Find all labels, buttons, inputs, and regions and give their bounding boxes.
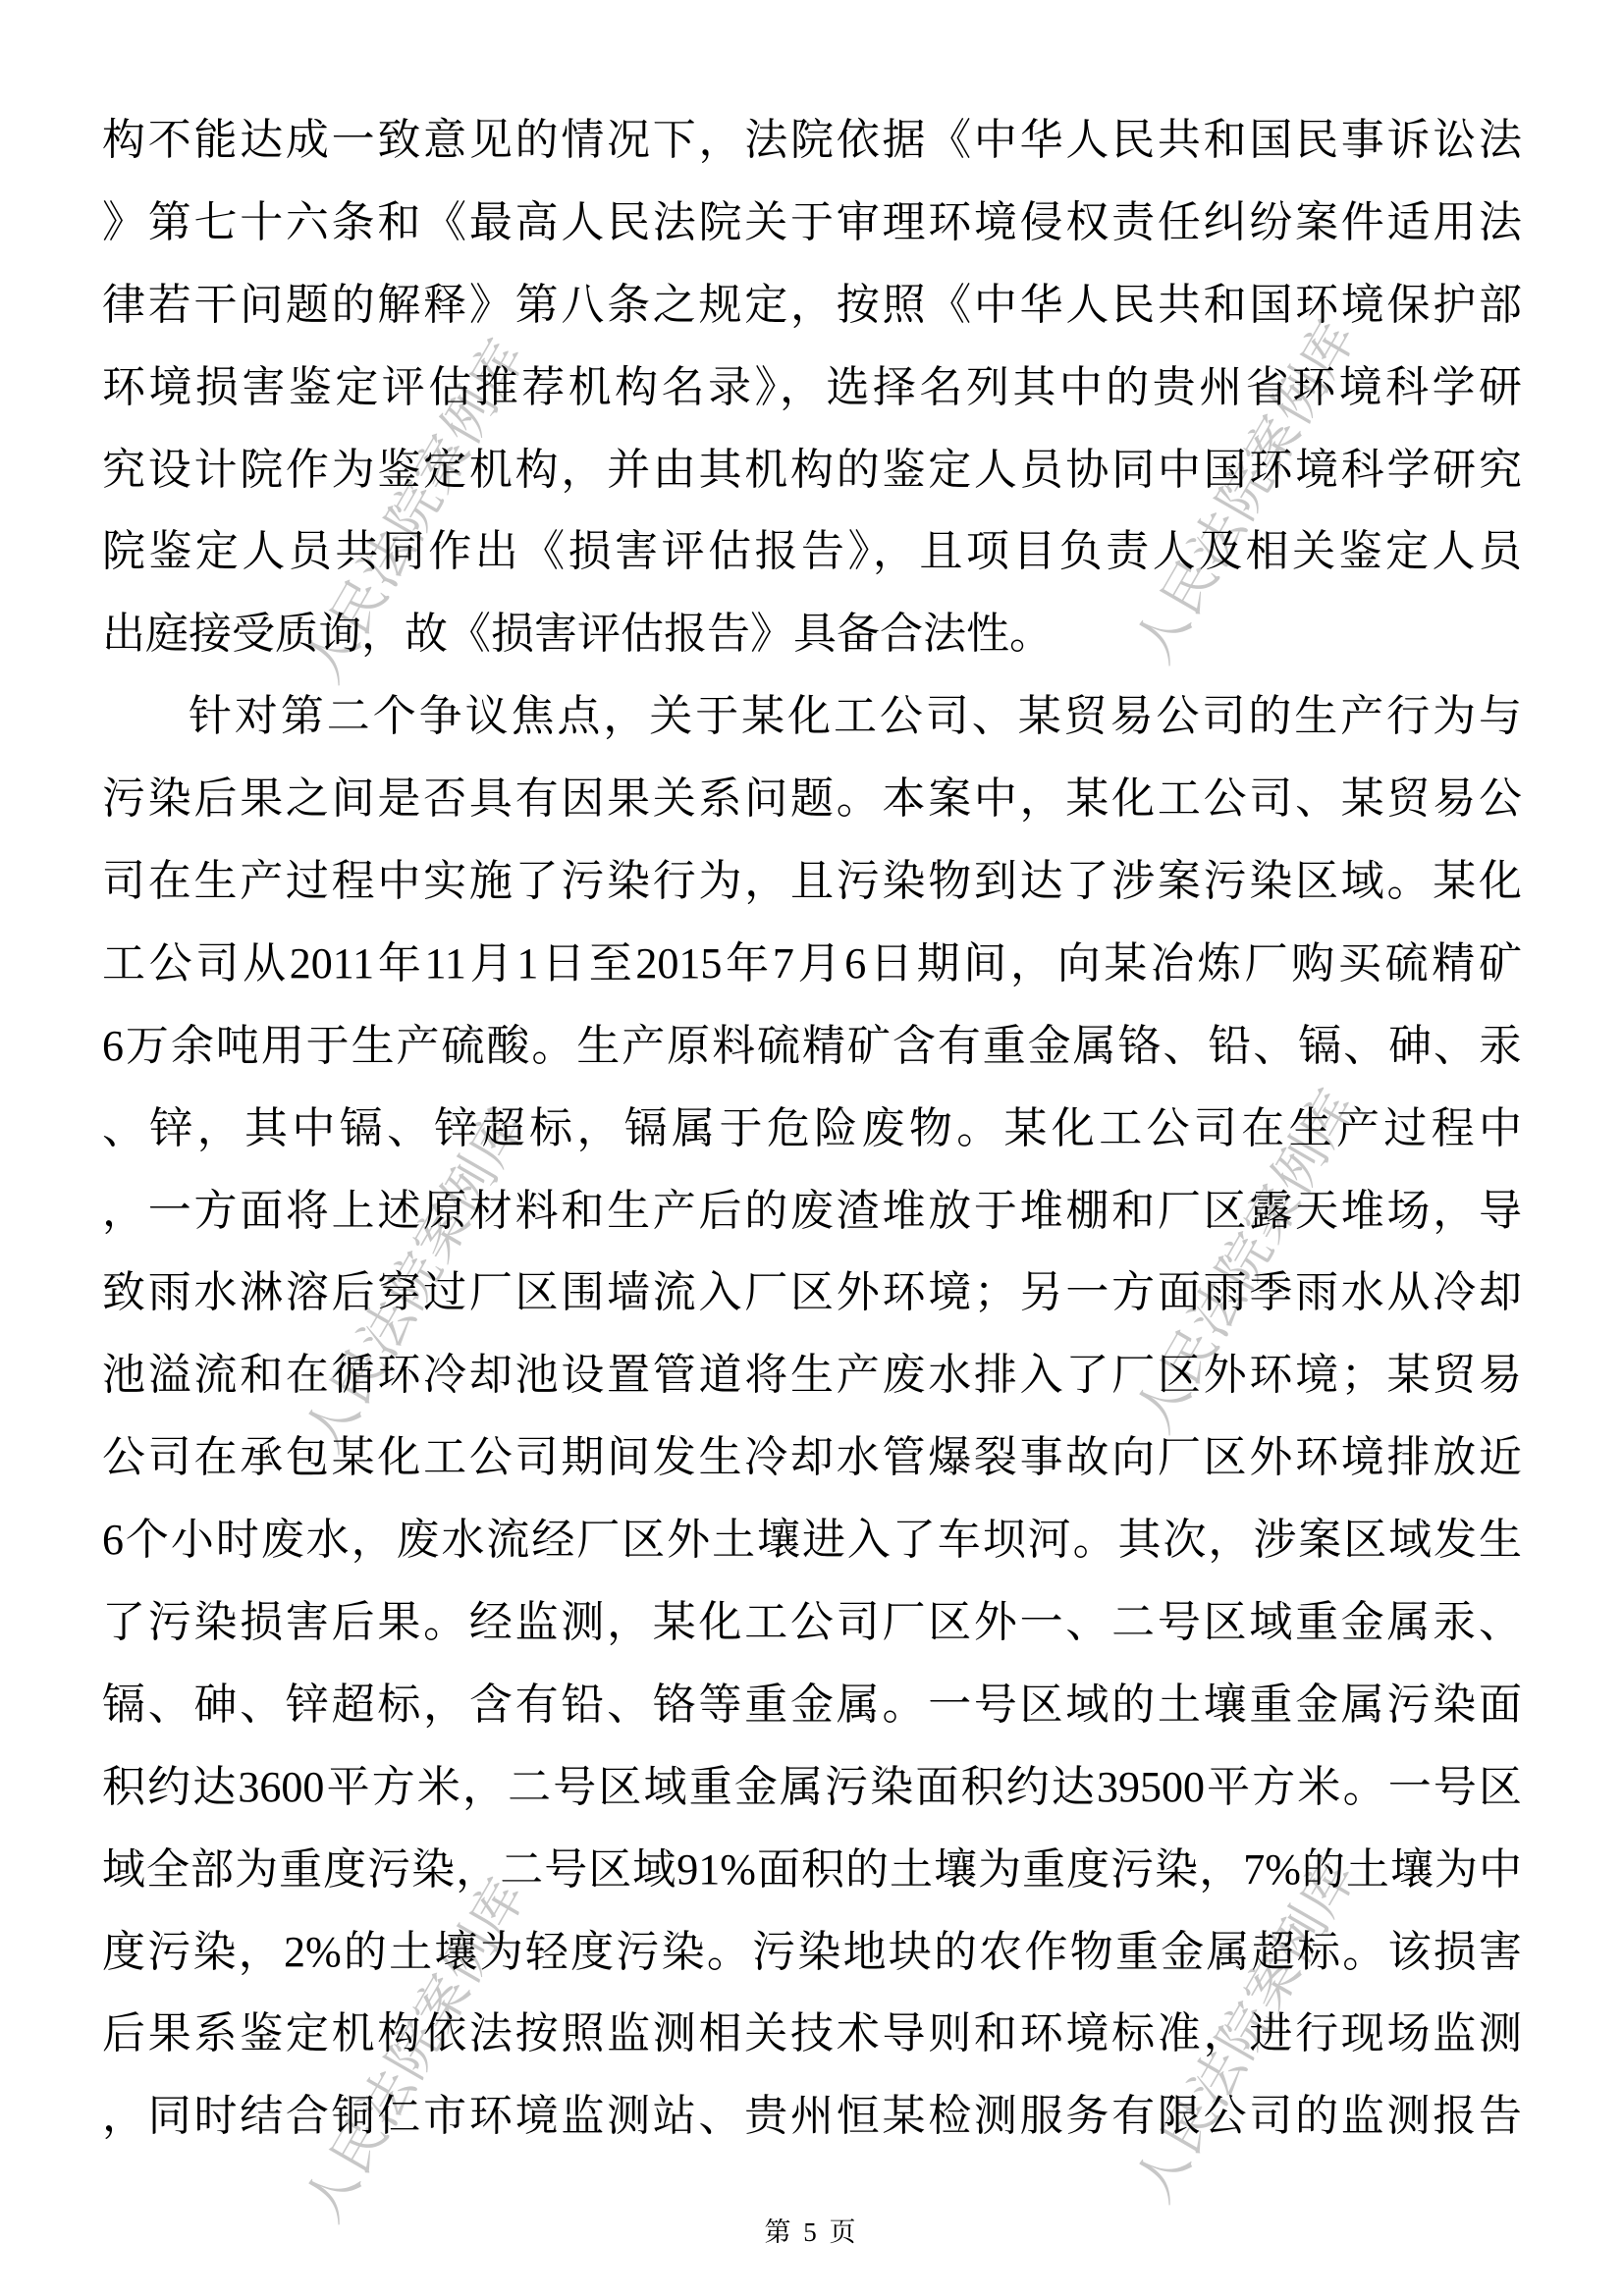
text-line: 律若干问题的解释》第八条之规定，按照《中华人民共和国环境保护部 xyxy=(102,280,1522,329)
text-line: 究设计院作为鉴定机构，并由其机构的鉴定人员协同中国环境科学研究 xyxy=(102,445,1522,494)
text-line: 污染后果之间是否具有因果关系问题。本案中，某化工公司、某贸易公 xyxy=(102,774,1522,824)
text-line: 构不能达成一致意见的情况下，法院依据《中华人民共和国民事诉讼法 xyxy=(102,116,1522,164)
watermark-text: 人民法院案例库 xyxy=(294,1868,537,2231)
text-line: 出庭接受质询，故《损害评估报告》具备合法性。 xyxy=(102,610,1053,659)
text-line: 、锌，其中镉、锌超标，镉属于危险废物。某化工公司在生产过程中 xyxy=(102,1103,1522,1152)
text-line: 池溢流和在循环冷却池设置管道将生产废水排入了厂区外环境；某贸易 xyxy=(102,1351,1522,1400)
text-line: 积约达3600平方米，二号区域重金属污染面积约达39500平方米。一号区 xyxy=(102,1762,1522,1811)
document-body xyxy=(102,99,1522,2158)
watermark-text: 人民法院案例库 xyxy=(1124,1079,1368,1442)
text-line: 工公司从2011年11月1日至2015年7月6日期间，向某冶炼厂购买硫精矿 xyxy=(102,938,1522,988)
text-line: 》第七十六条和《最高人民法院关于审理环境侵权责任纠纷案件适用法 xyxy=(102,197,1522,246)
text-line: 院鉴定人员共同作出《损害评估报告》，且项目负责人及相关鉴定人员 xyxy=(102,527,1522,576)
text-line: 环境损害鉴定评估推荐机构名录》，选择名列其中的贵州省环境科学研 xyxy=(102,362,1522,411)
text-line: 域全部为重度污染，二号区域91%面积的土壤为重度污染，7%的土壤为中 xyxy=(102,1844,1522,1894)
text-line: 公司在承包某化工公司期间发生冷却水管爆裂事故向厂区外环境排放近 xyxy=(102,1433,1522,1482)
text-line: 后果系鉴定机构依法按照监测相关技术导则和环境标准，进行现场监测 xyxy=(102,2009,1522,2058)
watermark-text: 人民法院案例库 xyxy=(294,329,537,692)
watermark-text: 人民法院案例库 xyxy=(294,1098,537,1462)
text-line: 6万余吨用于生产硫酸。生产原料硫精矿含有重金属铬、铅、镉、砷、汞 xyxy=(102,1021,1522,1070)
text-line: ，同时结合铜仁市环境监测站、贵州恒某检测服务有限公司的监测报告 xyxy=(102,2092,1522,2141)
watermark-text: 人民法院案例库 xyxy=(1124,309,1368,672)
text-line: 镉、砷、锌超标，含有铅、铬等重金属。一号区域的土壤重金属污染面 xyxy=(102,1680,1522,1729)
page-number: 第 5 页 xyxy=(764,2217,859,2247)
text-line: 度污染，2%的土壤为轻度污染。污染地块的农作物重金属超标。该损害 xyxy=(102,1927,1522,1976)
text-line: 了污染损害后果。经监测，某化工公司厂区外一、二号区域重金属汞、 xyxy=(102,1598,1522,1647)
text-line: 针对第二个争议焦点，关于某化工公司、某贸易公司的生产行为与 xyxy=(189,692,1522,741)
watermark-text: 人民法院案例库 xyxy=(1124,1848,1368,2212)
text-line: 致雨水淋溶后穿过厂区围墙流入厂区外环境；另一方面雨季雨水从冷却 xyxy=(102,1268,1522,1317)
text-line: 司在生产过程中实施了污染行为，且污染物到达了涉案污染区域。某化 xyxy=(102,857,1522,906)
text-line: 6个小时废水，废水流经厂区外土壤进入了车坝河。其次，涉案区域发生 xyxy=(102,1516,1522,1565)
text-line: ，一方面将上述原材料和生产后的废渣堆放于堆棚和厂区露天堆场，导 xyxy=(102,1186,1522,1235)
